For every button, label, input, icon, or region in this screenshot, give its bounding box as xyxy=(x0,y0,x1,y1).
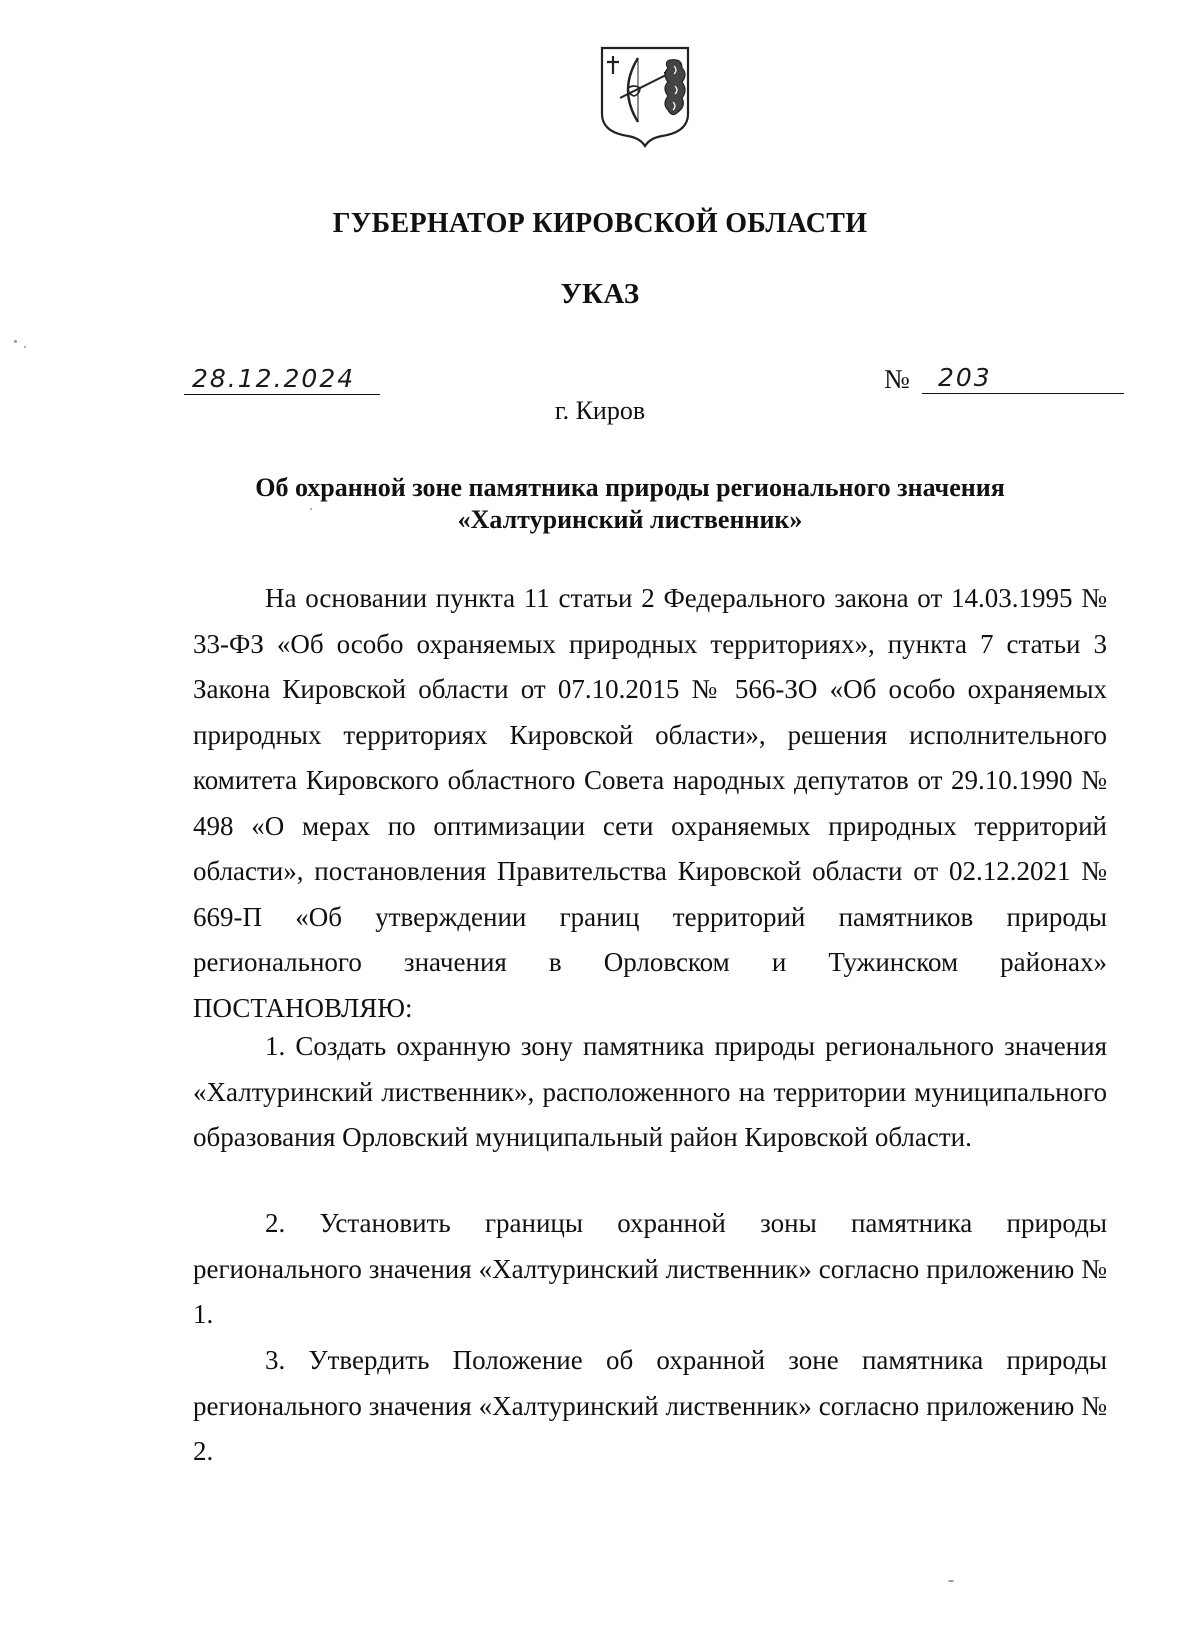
decree-title-line-2: «Халтуринский лиственник» xyxy=(457,505,803,534)
decree-date-field xyxy=(184,364,380,395)
number-sign-label: № xyxy=(884,364,910,394)
scan-speck xyxy=(14,340,17,343)
scan-speck xyxy=(310,508,312,510)
handwritten-number: 203 xyxy=(938,363,992,392)
issuing-city: г. Киров xyxy=(554,396,646,425)
preamble-paragraph: На основании пункта 11 статьи 2 Федерального закона от 14.03.1995 № 33-ФЗ «Об особо охраняемых природных территориях», пункта 7 статьи 3 Закона Кировской области от 07.10.2015 № 566-ЗО «Об особо охраняемых природных территориях Кировской области», решения исполнительного комитета Кировского областного Совета народных депутатов от 29.10.1990 № 498 «О мерах по оптимизации сети охраняемых природных территорий области», постановления Правительства Кировской области от 02.12.2021 № 669-П «Об утверждении границ территорий памятников природы регионального значения в Орловском и Тужинском районах» ПОСТАНОВЛЯЮ: xyxy=(193,583,1107,1023)
kirov-oblast-coat-of-arms-icon xyxy=(598,44,692,148)
scan-speck xyxy=(948,1580,954,1582)
decree-number-line xyxy=(922,362,1124,394)
decree-title-line-1: Об охранной зоне памятника природы регионального значения xyxy=(255,473,1005,502)
document-type-heading: УКАЗ xyxy=(560,278,640,310)
decree-item-1: 1. Создать охранную зону памятника природы регионального значения «Халтуринский лиственник», расположенного на территории муниципального образования Орловский муниципальный район Кировской области. xyxy=(193,1031,1107,1152)
handwritten-date: 28.12.2024 xyxy=(192,364,356,393)
issuing-authority-heading: ГУБЕРНАТОР КИРОВСКОЙ ОБЛАСТИ xyxy=(332,208,868,239)
decree-item-3: 3. Утвердить Положение об охранной зоне памятника природы регионального значения «Халтуринский лиственник» согласно приложению № 2. xyxy=(193,1345,1107,1466)
decree-title xyxy=(180,472,1080,536)
scan-speck xyxy=(24,346,26,348)
decree-item-2: 2. Установить границы охранной зоны памятника природы регионального значения «Халтуринский лиственник» согласно приложению № 1. xyxy=(193,1208,1107,1329)
decree-number-field xyxy=(884,362,1124,394)
